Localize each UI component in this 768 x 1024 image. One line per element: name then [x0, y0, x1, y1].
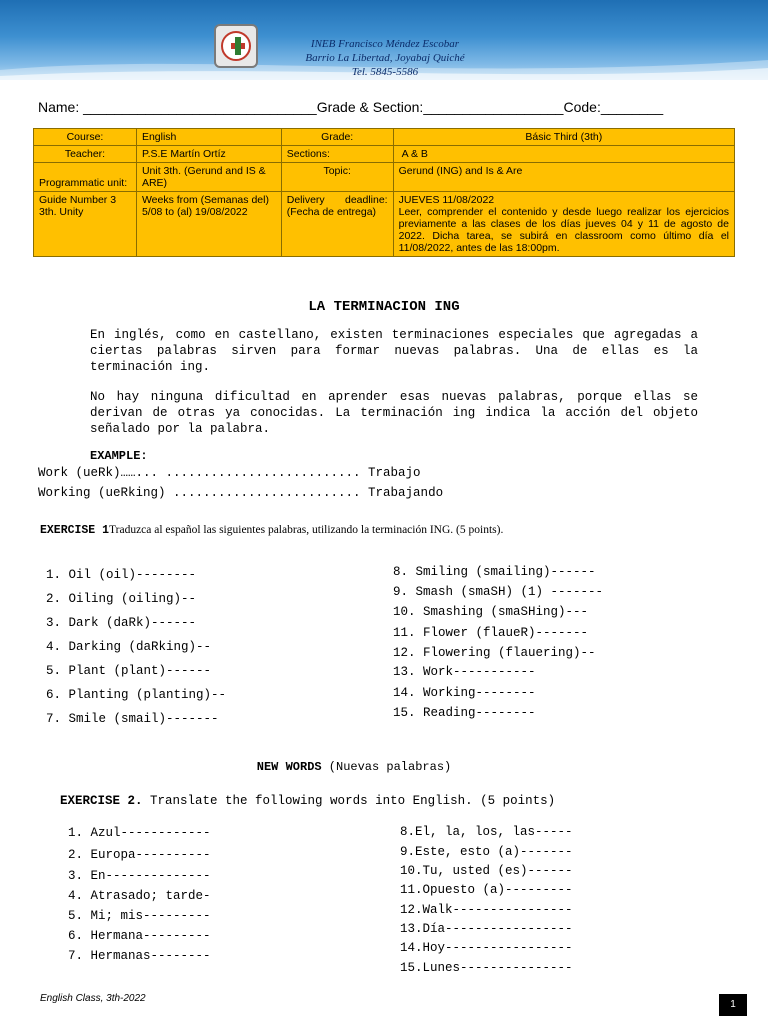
list-item: 3. Dark (daRk)------ [46, 616, 197, 630]
guide-label: Guide Number 3 3th. Unity [34, 192, 137, 257]
list-item: 9.Este, esto (a)------- [400, 845, 573, 859]
course-info-table [33, 128, 735, 257]
deadline-value [393, 192, 734, 257]
list-item: 4. Darking (daRking)-- [46, 640, 212, 654]
grade-value: Básic Third (3th) [393, 129, 734, 146]
unit-value: Unit 3th. (Gerund and IS & ARE) [136, 163, 281, 192]
school-phone: Tel. 5845-5586 [351, 66, 419, 78]
list-item: 12.Walk---------------- [400, 903, 573, 917]
school-logo [214, 24, 258, 68]
course-value: English [136, 129, 281, 146]
list-item: 14. Working-------- [393, 686, 536, 700]
page-number: 1 [719, 994, 747, 1016]
topic-value: Gerund (ING) and Is & Are [393, 163, 734, 192]
exercise-1-label: EXERCISE 1 [40, 524, 110, 537]
grade-label: Grade: [281, 129, 393, 146]
list-item: 14.Hoy----------------- [400, 941, 573, 955]
list-item: 2. Europa---------- [68, 848, 211, 862]
example-heading: EXAMPLE: [90, 449, 148, 463]
deadline-date: JUEVES 11/08/2022 [398, 194, 495, 206]
list-item: 15. Reading-------- [393, 706, 536, 720]
list-item: 6. Hermana--------- [68, 929, 211, 943]
course-label: Course: [34, 129, 137, 146]
deadline-instructions: Leer, comprender el contenido y desde luego realizar los ejercicios previamente a las clases de los días jueves 04 y 11 de agosto de 2022. Dicha tarea, se subirá en classroom como último día el 11/08/2022, antes de las 18:00pm. [398, 206, 729, 254]
list-item: 6. Planting (planting)-- [46, 688, 227, 702]
school-name: INEB Francisco Méndez Escobar [310, 38, 460, 50]
list-item: 13. Work----------- [393, 665, 536, 679]
sections-label: Sections: [281, 146, 393, 163]
deadline-label: Delivery deadline: (Fecha de entrega) [281, 192, 393, 257]
list-item: 1. Oil (oil)-------- [46, 568, 197, 582]
school-info [260, 37, 510, 79]
page-title: LA TERMINACION ING [308, 299, 460, 315]
weeks-value: Weeks from (Semanas del) 5/08 to (al) 19/08/2022 [136, 192, 281, 257]
list-item: 12. Flowering (flauering)-- [393, 646, 596, 660]
topic-label: Topic: [281, 163, 393, 192]
info-row-course [34, 129, 735, 146]
list-item: 15.Lunes--------------- [400, 961, 573, 975]
student-name-line: Name: ______________________________Grade & Section:__________________Code:________ [38, 99, 664, 115]
list-item: 7. Smile (smail)------- [46, 712, 219, 726]
list-item: 1. Azul------------ [68, 826, 211, 840]
example-line-1: Work (ueRk)……... .......................... Trabajo [38, 466, 421, 480]
list-item: 11. Flower (flaueR)------- [393, 626, 589, 640]
teacher-label: Teacher: [34, 146, 137, 163]
exercise-1-text: Traduzca al español las siguientes palabras, utilizando la terminación ING. (5 points). [109, 524, 504, 536]
list-item: 7. Hermanas-------- [68, 949, 211, 963]
list-item: 11.Opuesto (a)--------- [400, 883, 573, 897]
list-item: 8.El, la, los, las----- [400, 825, 573, 839]
exercise-2-label: EXERCISE 2. [60, 794, 143, 808]
list-item: 5. Mi; mis--------- [68, 909, 211, 923]
intro-paragraph-2: No hay ninguna dificultad en aprender esas nuevas palabras, porque ellas se derivan de otras ya conocidas. La terminación ing indica la acción del objeto señalado por la palabra. [90, 390, 698, 436]
school-address: Barrio La Libertad, Joyabaj Quiché [305, 52, 465, 64]
list-item: 10.Tu, usted (es)------ [400, 864, 573, 878]
list-item: 3. En-------------- [68, 869, 211, 883]
info-row-guide [34, 192, 735, 257]
list-item: 8. Smiling (smailing)------ [393, 565, 596, 579]
new-words-label: NEW WORDS [256, 760, 322, 774]
new-words-subtitle: (Nuevas palabras) [328, 760, 452, 774]
teacher-value: P.S.E Martín Ortíz [136, 146, 281, 163]
info-row-teacher [34, 146, 735, 163]
list-item: 5. Plant (plant)------ [46, 664, 212, 678]
exercise-1-instructions [40, 523, 700, 538]
example-line-2: Working (ueRking) ......................... Trabajando [38, 486, 444, 500]
list-item: 4. Atrasado; tarde- [68, 889, 211, 903]
list-item: 13.Día----------------- [400, 922, 573, 936]
list-item: 10. Smashing (smaSHing)--- [393, 605, 589, 619]
exercise-2-instructions [60, 794, 555, 808]
list-item: 2. Oiling (oiling)-- [46, 592, 197, 606]
info-row-unit [34, 163, 735, 192]
unit-label: Programmatic unit: [34, 163, 137, 192]
list-item: 9. Smash (smaSH) (1) ------- [393, 585, 604, 599]
footer-text: English Class, 3th-2022 [40, 993, 146, 1004]
new-words-heading [0, 760, 708, 774]
intro-paragraph-1: En inglés, como en castellano, existen terminaciones especiales que agregadas a ciertas palabras sirven para formar nuevas palabras. Una de ellas es la terminación ing. [90, 328, 698, 374]
exercise-2-text: Translate the following words into English. (5 points) [150, 794, 556, 808]
sections-value: A & B [393, 146, 734, 163]
page-header [0, 0, 768, 80]
